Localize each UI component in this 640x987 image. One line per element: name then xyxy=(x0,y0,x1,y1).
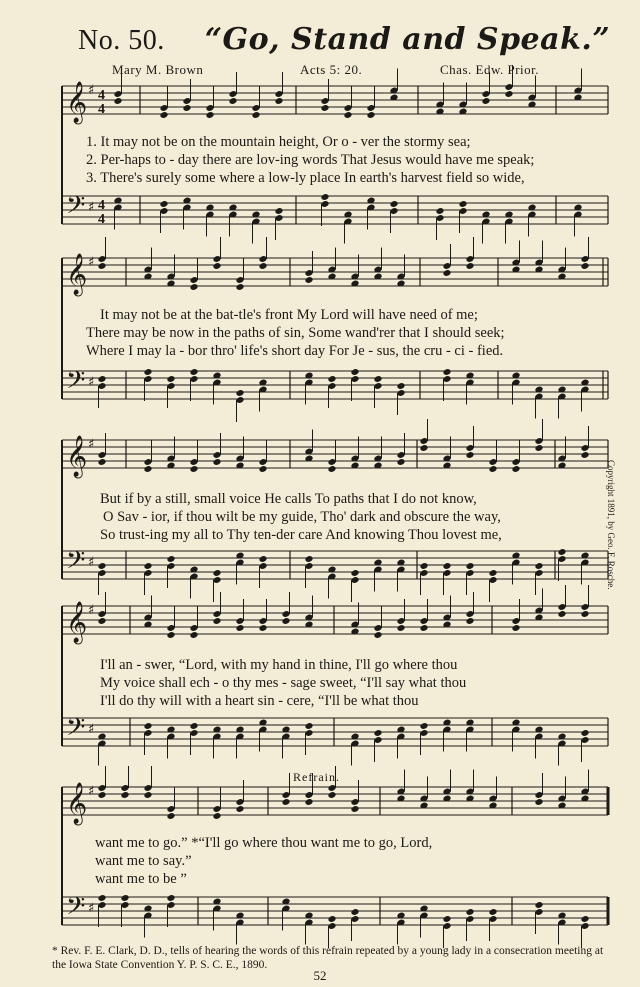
note-head xyxy=(465,262,474,270)
treble-clef-icon: 𝄞 xyxy=(66,254,88,295)
note-head xyxy=(419,562,428,570)
lyric-line: want me to be ” xyxy=(95,871,187,887)
author-credit: Mary M. Brown xyxy=(112,62,204,77)
note-head xyxy=(143,791,152,799)
note-head xyxy=(442,562,451,570)
note-head xyxy=(458,200,467,208)
note-head xyxy=(143,368,152,376)
note-head xyxy=(534,562,543,570)
note-head xyxy=(488,908,497,916)
note-head xyxy=(511,624,520,632)
note-head xyxy=(251,111,260,119)
note-head xyxy=(235,624,244,632)
note-head xyxy=(481,97,490,105)
note-head xyxy=(97,262,106,270)
lyric-line: want me to go.” *“I'll go where thou want me to go, Lord, xyxy=(95,835,433,851)
sharp-icon: ♯ xyxy=(88,200,95,215)
note-head xyxy=(159,111,168,119)
note-head xyxy=(488,569,497,577)
note-head xyxy=(557,548,566,556)
note-head xyxy=(580,451,589,459)
sharp-icon: ♯ xyxy=(88,603,95,618)
lyric-line: But if by a still, small voice He calls To paths that I do not know, xyxy=(100,491,477,507)
treble-clef-icon: 𝄞 xyxy=(66,602,88,643)
note-head xyxy=(212,458,221,466)
note-head xyxy=(327,465,336,473)
sharp-icon: ♯ xyxy=(88,437,95,452)
note-head xyxy=(465,562,474,570)
note-head xyxy=(465,451,474,459)
note-head xyxy=(442,269,451,277)
bass-clef-icon: 𝄢 xyxy=(66,546,86,581)
treble-clef-icon: 𝄞 xyxy=(66,82,88,123)
sharp-icon: ♯ xyxy=(88,555,95,570)
note-head xyxy=(557,610,566,618)
note-head xyxy=(143,722,152,730)
lyric-line: I'll do thy will with a heart sin - cere, “I'll be what thou xyxy=(100,693,419,709)
time-signature: 4 xyxy=(98,102,105,117)
note-head xyxy=(212,569,221,577)
lyric-line: 1. It may not be on the mountain height, Or o - ver the stormy sea; xyxy=(86,134,471,150)
note-head xyxy=(442,915,451,923)
time-signature: 4 xyxy=(98,198,105,213)
note-head xyxy=(511,465,520,473)
note-head xyxy=(327,375,336,383)
bass-clef-icon: 𝄢 xyxy=(66,892,86,927)
note-head xyxy=(235,389,244,397)
note-head xyxy=(373,631,382,639)
sharp-icon: ♯ xyxy=(88,722,95,737)
note-head xyxy=(166,375,175,383)
note-head xyxy=(580,610,589,618)
composer-credit: Chas. Edw. Prior. xyxy=(440,62,540,77)
note-head xyxy=(304,722,313,730)
refrain-label: Refrain. xyxy=(293,770,340,784)
note-head xyxy=(166,555,175,563)
treble-clef-icon: 𝄞 xyxy=(66,783,88,824)
sharp-icon: ♯ xyxy=(88,83,95,98)
note-head xyxy=(488,465,497,473)
lyric-line: 3. There's surely some where a low-ly place In earth's harvest field so wide, xyxy=(86,170,525,186)
note-head xyxy=(343,111,352,119)
note-head xyxy=(97,791,106,799)
note-head xyxy=(189,465,198,473)
note-head xyxy=(304,276,313,284)
note-head xyxy=(258,624,267,632)
copyright-notice: Copyright 1891, by Geo. F. Rosche. xyxy=(606,460,616,590)
lyric-line: So trust-ing my all to Thy ten-der care And knowing Thou lovest me, xyxy=(100,527,502,543)
note-head xyxy=(304,555,313,563)
note-head xyxy=(504,90,513,98)
note-head xyxy=(258,555,267,563)
note-head xyxy=(228,97,237,105)
note-head xyxy=(97,894,106,902)
lyric-line: want me to say.” xyxy=(95,853,192,869)
note-head xyxy=(97,458,106,466)
note-head xyxy=(373,729,382,737)
note-head xyxy=(159,200,168,208)
time-signature: 4 xyxy=(98,88,105,103)
lyric-line: 2. Per-haps to - day there are lov-ing words That Jesus would have me speak; xyxy=(86,152,535,168)
scripture-reference: Acts 5: 20. xyxy=(300,62,363,77)
note-head xyxy=(320,104,329,112)
note-head xyxy=(580,262,589,270)
note-head xyxy=(327,791,336,799)
note-head xyxy=(212,812,221,820)
note-head xyxy=(120,894,129,902)
sharp-icon: ♯ xyxy=(88,255,95,270)
note-head xyxy=(143,562,152,570)
note-head xyxy=(304,798,313,806)
note-head xyxy=(442,368,451,376)
bass-clef-icon: 𝄢 xyxy=(66,713,86,748)
note-head xyxy=(113,97,122,105)
lyric-line: It may not be at the bat-tle's front My Lord will have need of me; xyxy=(100,307,478,323)
note-head xyxy=(465,908,474,916)
note-head xyxy=(350,569,359,577)
note-head xyxy=(212,262,221,270)
note-head xyxy=(350,908,359,916)
note-head xyxy=(389,200,398,208)
note-head xyxy=(534,444,543,452)
hymn-number: No. 50. xyxy=(78,25,165,56)
bass-clef-icon: 𝄢 xyxy=(66,366,86,401)
note-head xyxy=(396,458,405,466)
note-head xyxy=(281,798,290,806)
note-head xyxy=(189,283,198,291)
note-head xyxy=(534,901,543,909)
note-head xyxy=(258,262,267,270)
note-head xyxy=(258,465,267,473)
note-head xyxy=(435,207,444,215)
note-head xyxy=(189,722,198,730)
note-head xyxy=(97,617,106,625)
note-head xyxy=(120,791,129,799)
note-head xyxy=(350,368,359,376)
note-head xyxy=(327,915,336,923)
lyric-line: Where I may la - bor thro' life's short day For Je - sus, the cru - ci - fied. xyxy=(86,343,504,359)
lyric-line: There may be now in the paths of sin, Some wand'rer that I should seek; xyxy=(86,325,505,341)
page-number: 52 xyxy=(313,968,327,983)
note-head xyxy=(465,617,474,625)
note-head xyxy=(212,617,221,625)
note-head xyxy=(97,562,106,570)
note-head xyxy=(373,375,382,383)
sharp-icon: ♯ xyxy=(88,375,95,390)
time-signature: 4 xyxy=(98,212,105,227)
bass-clef-icon: 𝄢 xyxy=(66,191,86,226)
note-head xyxy=(189,631,198,639)
note-head xyxy=(320,193,329,201)
sharp-icon: ♯ xyxy=(88,784,95,799)
note-head xyxy=(580,729,589,737)
note-head xyxy=(97,375,106,383)
note-head xyxy=(274,207,283,215)
hymn-name: “Go, Stand and Speak.” xyxy=(204,22,611,57)
lyric-line: I'll an - swer, “Lord, with my hand in thine, I'll go where thou xyxy=(100,657,458,673)
note-head xyxy=(189,368,198,376)
treble-clef-icon: 𝄞 xyxy=(66,436,88,477)
lyric-line: My voice shall ech - o thy mes - sage sweet, “I'll say what thou xyxy=(100,675,467,691)
note-head xyxy=(143,465,152,473)
note-head xyxy=(396,624,405,632)
footnote: * Rev. F. E. Clark, D. D., tells of hearing the words of this refrain repeated by a young lady in a consecration meeting at the Iowa State Convention Y. P. S. C. E., 1890. xyxy=(52,945,604,971)
note-head xyxy=(274,97,283,105)
note-head xyxy=(366,111,375,119)
note-head xyxy=(166,894,175,902)
note-head xyxy=(580,915,589,923)
note-head xyxy=(419,444,428,452)
note-head xyxy=(350,805,359,813)
note-head xyxy=(235,283,244,291)
note-head xyxy=(166,631,175,639)
note-head xyxy=(205,111,214,119)
note-head xyxy=(534,798,543,806)
note-head xyxy=(235,805,244,813)
note-head xyxy=(166,812,175,820)
note-head xyxy=(182,104,191,112)
note-head xyxy=(419,722,428,730)
sharp-icon: ♯ xyxy=(88,901,95,916)
lyric-line: O Sav - ior, if thou wilt be my guide, Tho' dark and obscure the way, xyxy=(103,509,501,525)
note-head xyxy=(281,617,290,625)
note-head xyxy=(396,382,405,390)
note-head xyxy=(419,624,428,632)
